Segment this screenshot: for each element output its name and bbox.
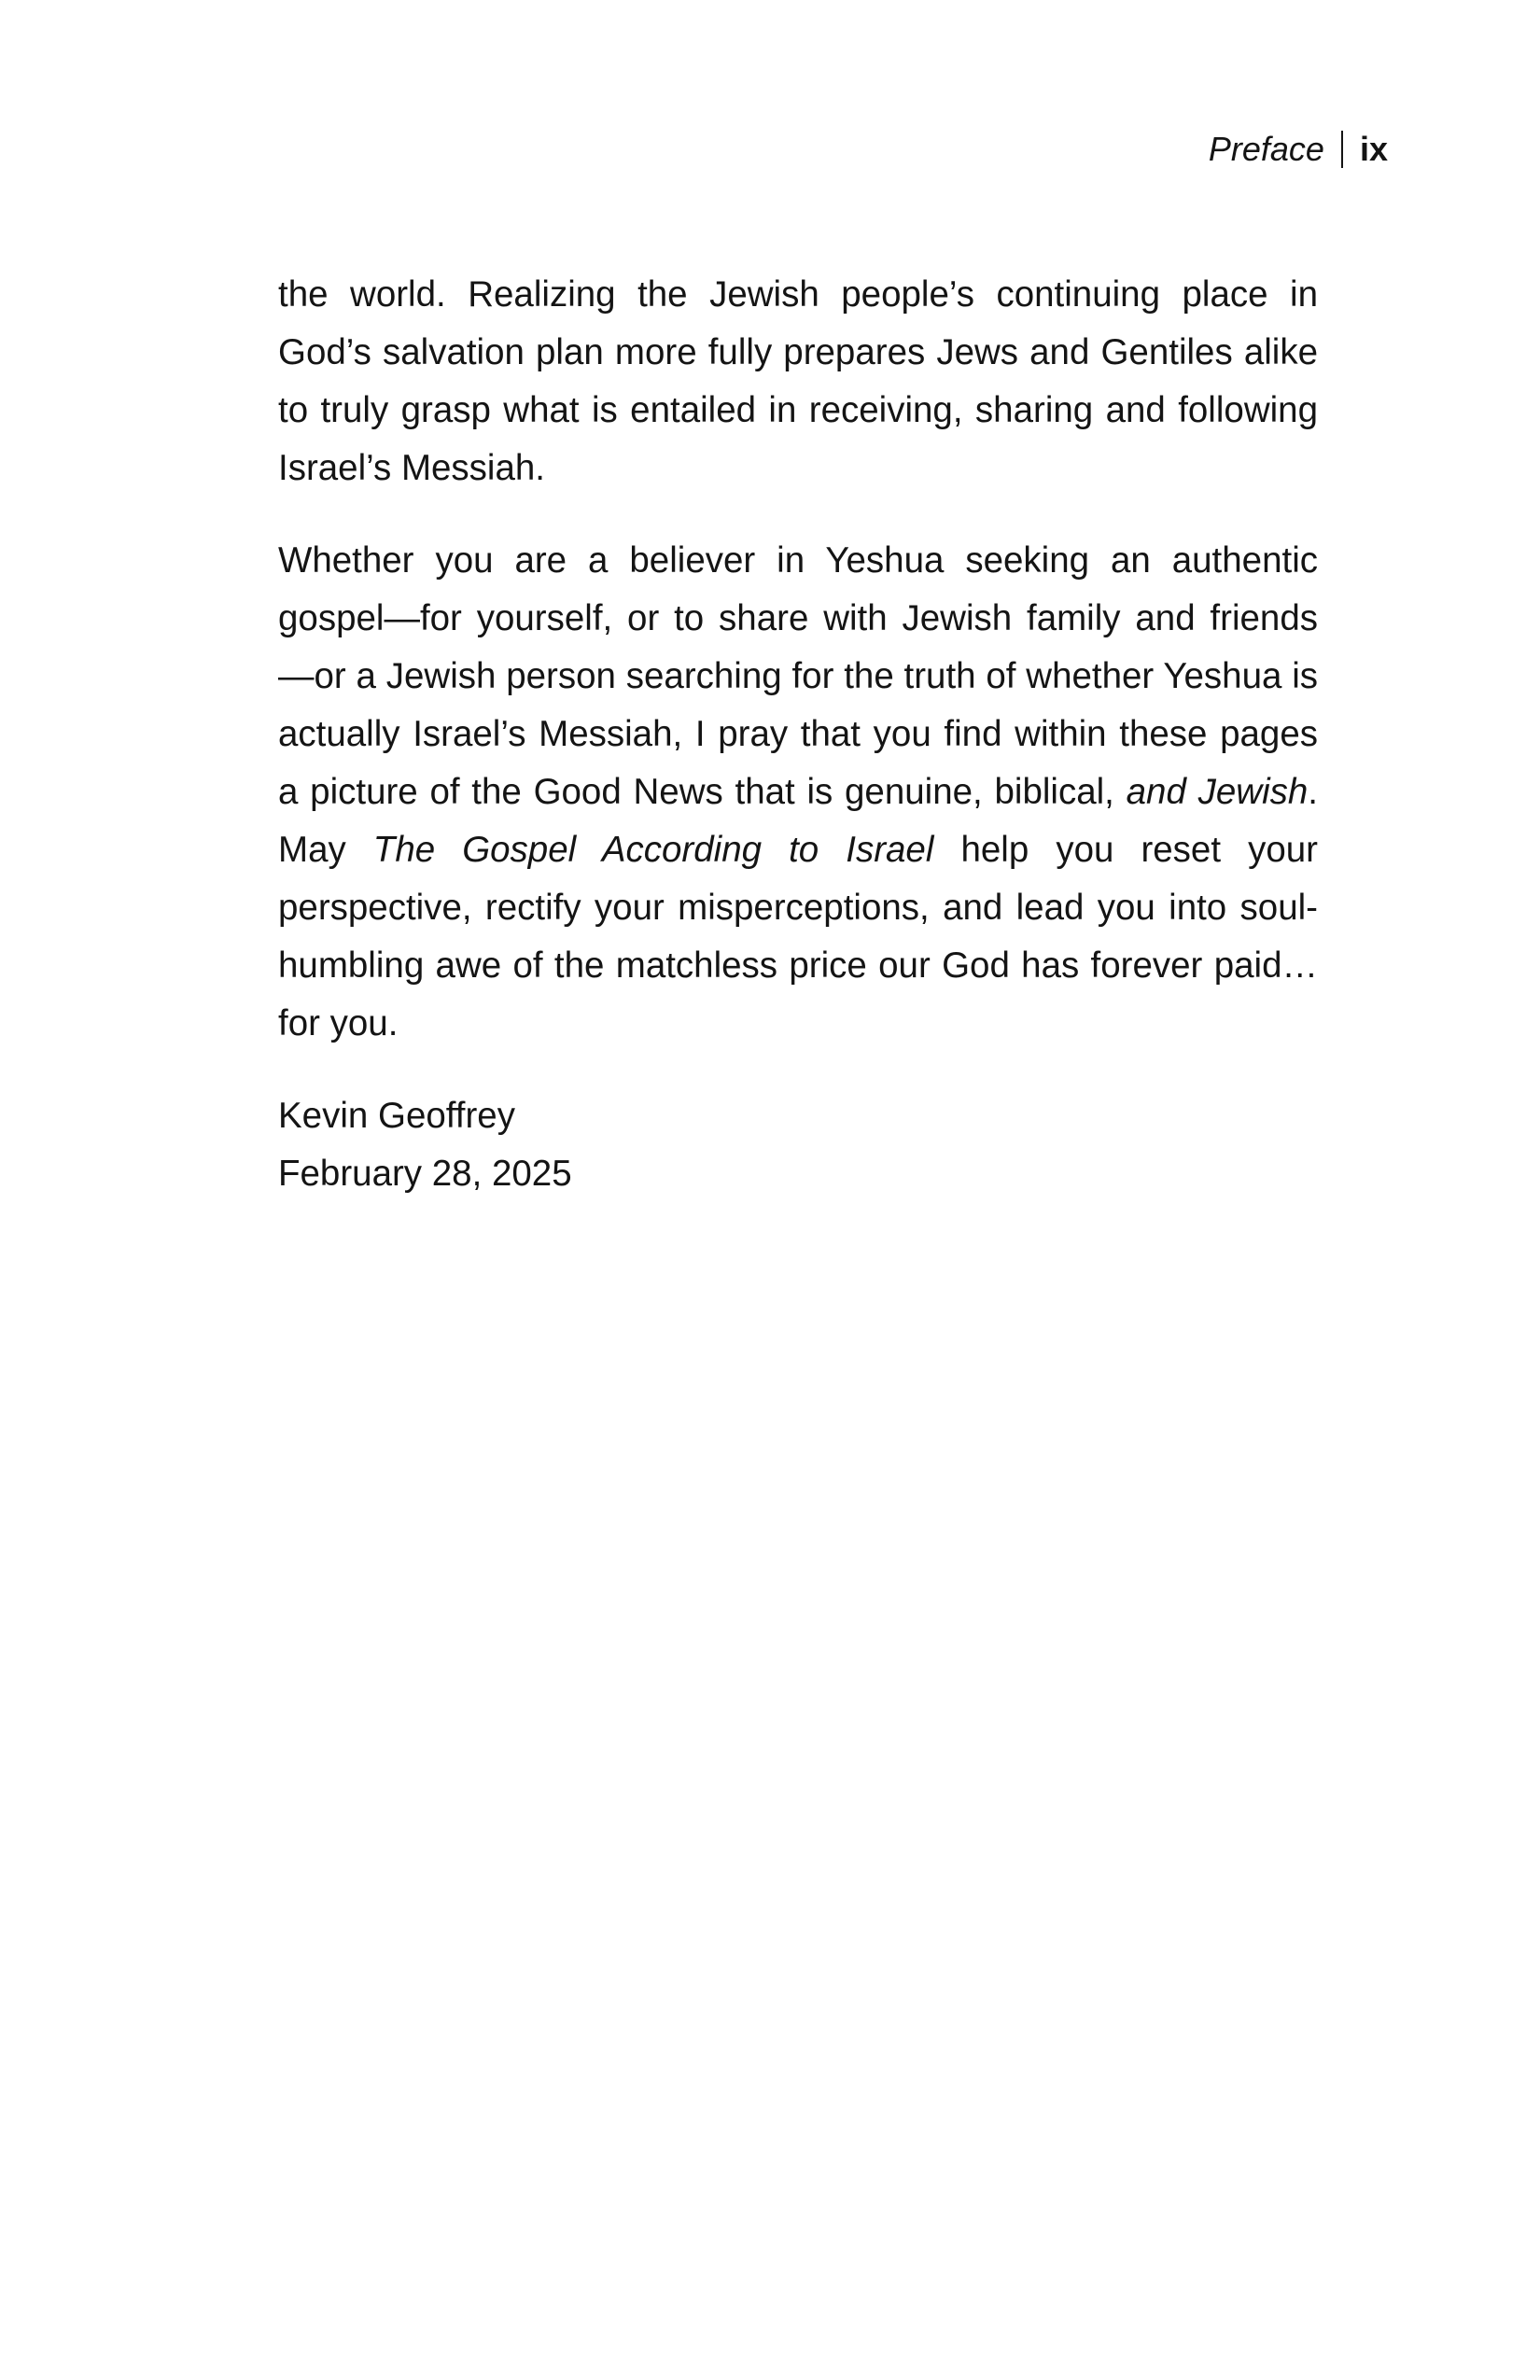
paragraph-2-emphasis: and Jewish <box>1126 772 1309 812</box>
running-head <box>1209 131 1388 168</box>
signature-date: February 28, 2025 <box>278 1154 572 1194</box>
page-number: ix <box>1359 130 1388 168</box>
paragraph-2-text-a: Whether you are a believer in Yeshua seeking an authentic gospel—for yourself, or to share with Jewish family and friends —or a Jewish person searching for the truth of whether Yeshua is actually Israel’s Messiah, I pray that you find within these pages a picture of the Good News that is genuine, biblical, <box>278 540 1318 812</box>
running-head-divider <box>1341 131 1343 168</box>
signature <box>278 1087 1318 1203</box>
book-title: The Gospel According to Israel <box>372 830 934 870</box>
paragraph-2-text-b: . May <box>278 772 1318 870</box>
paragraph-2 <box>278 532 1318 1053</box>
paragraph-1: the world. Realizing the Jewish people’s continuing place in God’s salvation plan more fully prepares Jews and Gentiles alike to truly grasp what is entailed in receiving, sharing and following Israel’s Messiah. <box>278 274 1318 488</box>
paragraph-2-text-c: help you reset your perspective, rectify your misperceptions, and lead you into soul-humbling awe of the matchless price our God has forever paid… for you. <box>278 830 1318 1043</box>
signature-author: Kevin Geoffrey <box>278 1096 515 1136</box>
page-body <box>278 266 1318 1203</box>
running-head-section: Preface <box>1208 130 1324 168</box>
